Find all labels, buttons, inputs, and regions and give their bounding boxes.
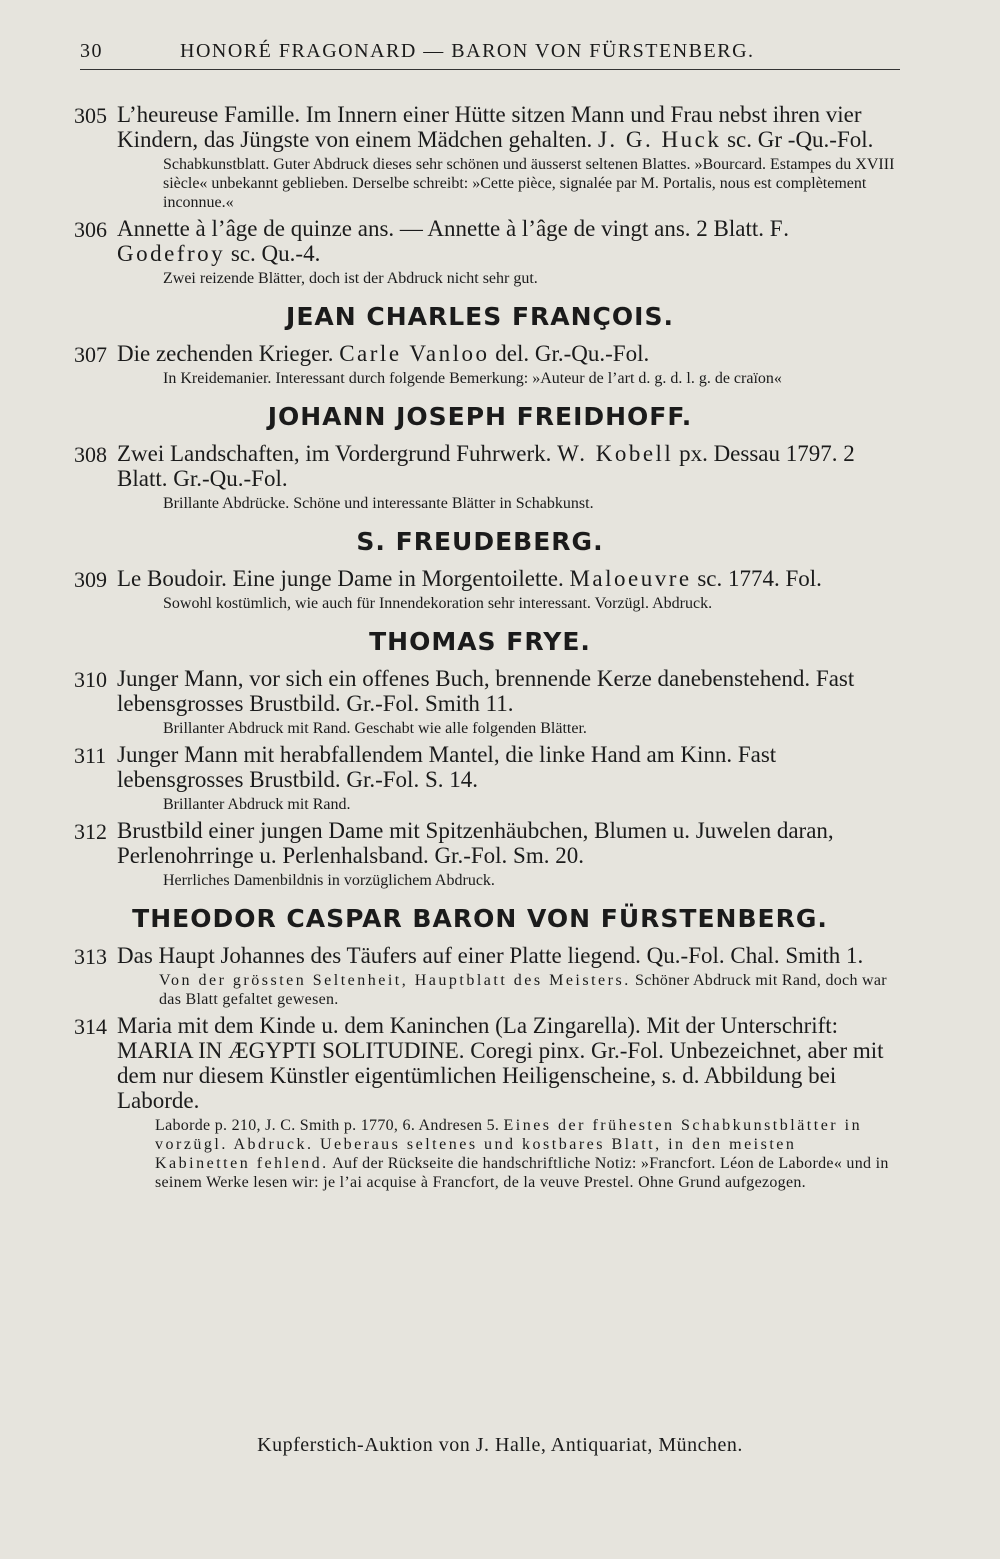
entry-artist: W. Kobell <box>557 441 674 466</box>
catalog-entry <box>62 1013 898 1192</box>
lot-number: 312 <box>74 819 107 844</box>
entry-title: Junger Mann, vor sich ein offenes Buch, brennende Kerze danebenstehend. Fast lebensgrosses Brustbild. Gr.-Fol. Smith 11. <box>117 666 855 716</box>
entry-title: Junger Mann mit herabfallendem Mantel, die linke Hand am Kinn. Fast lebensgrosses Brustbild. Gr.-Fol. S. 14. <box>117 742 777 792</box>
catalog-body <box>62 102 898 1196</box>
entry-note: Sowohl kostümlich, wie auch für Innendekoration sehr interessant. Vorzügl. Abdruck. <box>163 595 713 612</box>
artist-heading: THOMAS FRYE. <box>369 627 591 656</box>
entry-title: Brustbild einer jungen Dame mit Spitzenhäubchen, Blumen u. Juwelen daran, Perlenohrringe u. Perlenhalsband. Gr.-Fol. Sm. 20. <box>117 818 834 868</box>
entry-note: Brillanter Abdruck mit Rand. <box>163 796 351 813</box>
entry-note: Auf der Rückseite die handschriftliche Notiz: »Francfort. Léon de Laborde« und in seinem Werke lesen wir: je l’ai acquise à Francfort, de la veuve Prestel. Ohne Grund aufgezogen. <box>155 1155 889 1191</box>
entry-title: L’heureuse Famille. Im Innern einer Hütte sitzen Mann und Frau nebst ihren vier Kindern, das Jüngste von einem Mädchen gehalten. <box>117 102 862 152</box>
entry-details: sc. 1774. Fol. <box>691 566 822 591</box>
entry-artist: J. G. Huck <box>597 127 722 152</box>
entry-note: Herrliches Damenbildnis in vorzüglichem Abdruck. <box>163 872 495 889</box>
artist-heading: THEODOR CASPAR BARON VON FÜRSTENBERG. <box>132 904 828 933</box>
lot-number: 305 <box>74 103 107 128</box>
entry-note: Brillante Abdrücke. Schöne und interessante Blätter in Schabkunst. <box>163 495 594 512</box>
entry-note-emphasis: Von der grössten Seltenheit, Hauptblatt des Meisters. <box>159 972 631 989</box>
entry-title: Annette à l’âge de quinze ans. — Annette à l’âge de vingt ans. 2 Blatt. <box>117 216 764 241</box>
entry-note: Brillanter Abdruck mit Rand. Geschabt wie alle folgenden Blätter. <box>163 720 587 737</box>
entry-artist: Carle Vanloo <box>339 341 490 366</box>
entry-note: Schöner Abdruck mit Rand, doch war das Blatt gefaltet gewesen. <box>159 972 887 1008</box>
artist-heading: S. FREUDEBERG. <box>356 527 604 556</box>
artist-heading: JOHANN JOSEPH FREIDHOFF. <box>267 402 693 431</box>
entry-note: Schabkunstblatt. Guter Abdruck dieses sehr schönen und äusserst seltenen Blattes. »Bourcard. Estampes du XVIII siècle« unbekannt geblieben. Derselbe schreibt: »Cette pièce, signalée par M. Portalis, nous est complètement inconnue.« <box>163 156 895 211</box>
entry-details: sc. Gr -Qu.-Fol. <box>721 127 874 152</box>
running-header <box>80 40 900 70</box>
catalog-entry <box>62 102 898 212</box>
entry-note-emphasis: Eines der frühesten Schabkunstblätter in vorzügl. Abdruck. Ueberaus seltenes und kostbares Blatt, in den meisten Kabinetten fehlend. <box>155 1117 863 1172</box>
catalog-entry <box>62 341 898 388</box>
lot-number: 308 <box>74 442 107 467</box>
lot-number: 309 <box>74 567 107 592</box>
catalog-entry <box>62 943 898 1009</box>
lot-number: 306 <box>74 217 107 242</box>
artist-heading: JEAN CHARLES FRANÇOIS. <box>286 302 674 331</box>
lot-number: 314 <box>74 1014 107 1039</box>
entry-artist: F. Godefroy <box>117 216 792 266</box>
entry-title: Das Haupt Johannes des Täufers auf einer Platte liegend. Qu.-Fol. Chal. Smith 1. <box>117 943 864 968</box>
entry-details: del. Gr.-Qu.-Fol. <box>489 341 650 366</box>
entry-note: Zwei reizende Blätter, doch ist der Abdruck nicht sehr gut. <box>163 270 538 287</box>
catalog-entry <box>62 666 898 738</box>
lot-number: 310 <box>74 667 107 692</box>
catalog-entry <box>62 566 898 613</box>
lot-number: 313 <box>74 944 107 969</box>
entry-note: In Kreidemanier. Interessant durch folgende Bemerkung: »Auteur de l’art d. g. d. l. g. de craïon« <box>163 370 782 387</box>
lot-number: 311 <box>74 743 107 768</box>
publisher-footer: Kupferstich-Auktion von J. Halle, Antiquariat, München. <box>257 1434 743 1456</box>
entry-details: px. Dessau 1797. 2 Blatt. Gr.-Qu.-Fol. <box>117 441 855 491</box>
catalog-entry <box>62 742 898 814</box>
entry-note-references: Laborde p. 210, J. C. Smith p. 1770, 6. Andresen 5. <box>155 1117 504 1134</box>
entry-title: Maria mit dem Kinde u. dem Kaninchen (La Zingarella). Mit der Unterschrift: MARIA IN ÆGYPTI SOLITUDINE. Coregi pinx. Gr.-Fol. Unbezeichnet, aber mit dem nur diesem Künstler eigentümlichen Heiligenscheine, s. d. Abbildung bei Laborde. <box>117 1013 884 1113</box>
lot-number: 307 <box>74 342 107 367</box>
entry-title: Zwei Landschaften, im Vordergrund Fuhrwerk. <box>117 441 552 466</box>
catalog-entry <box>62 818 898 890</box>
entry-details: sc. Qu.-4. <box>225 241 321 266</box>
catalog-entry <box>62 216 898 288</box>
entry-title: Die zechenden Krieger. <box>117 341 334 366</box>
entry-artist: Maloeuvre <box>569 566 692 591</box>
page-number: 30 <box>80 40 103 62</box>
entry-title: Le Boudoir. Eine junge Dame in Morgentoilette. <box>117 566 564 591</box>
catalog-entry <box>62 441 898 513</box>
running-title: HONORÉ FRAGONARD — BARON VON FÜRSTENBERG. <box>180 40 755 62</box>
